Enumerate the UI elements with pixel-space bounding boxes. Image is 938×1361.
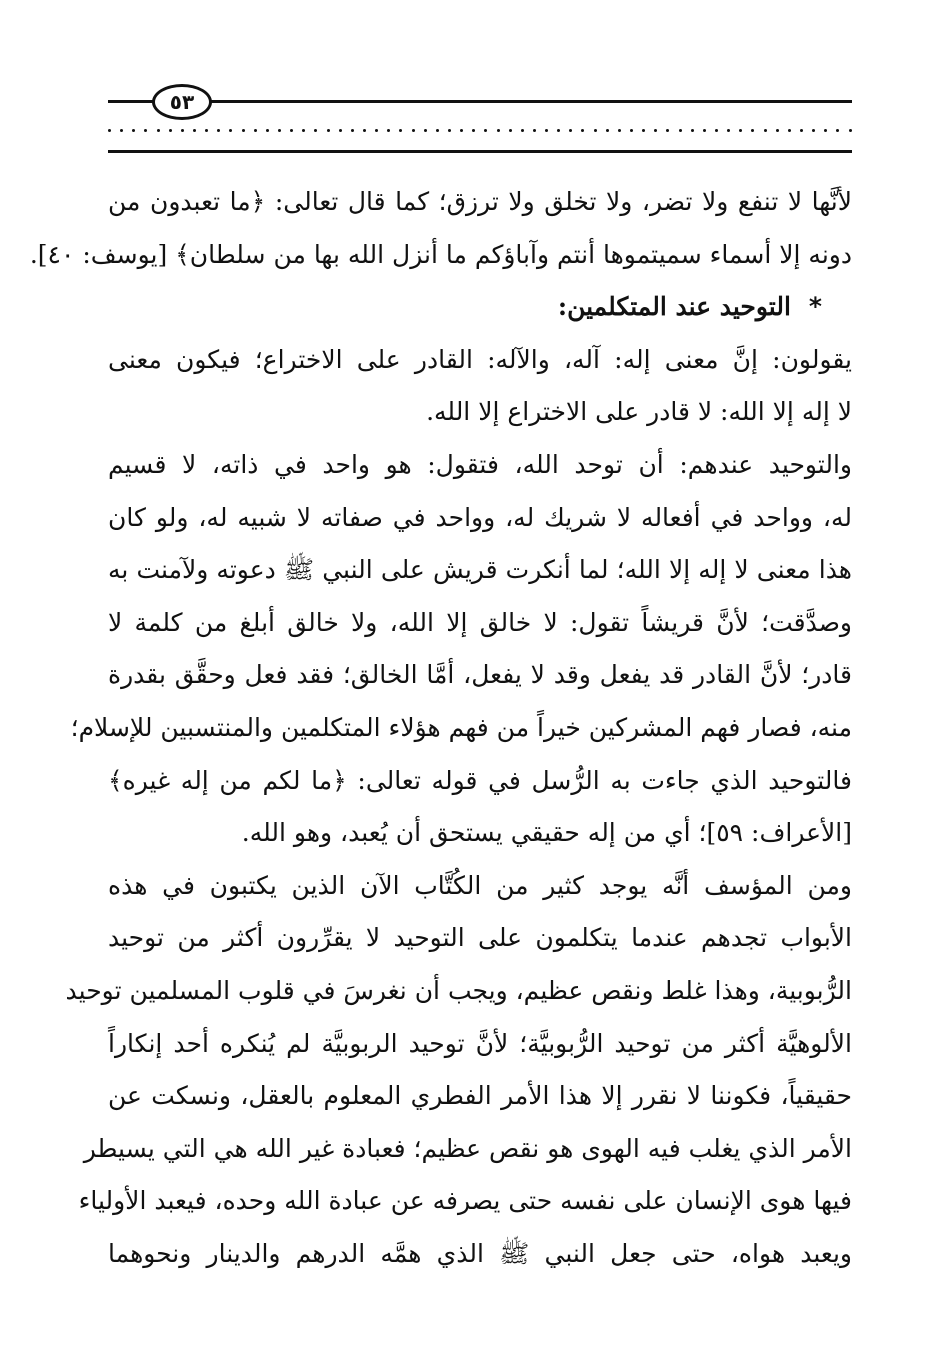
header-dot: [666, 129, 669, 132]
text-line: له، وواحد في أفعاله لا شريك له، وواحد في صفاته لا شبيه له، ولو كان: [108, 502, 852, 532]
header-dot: [703, 129, 706, 132]
asterisk-marker: *: [808, 292, 822, 322]
header-dot: [800, 129, 803, 132]
header-dot: [557, 129, 560, 132]
header-dot: [266, 129, 269, 132]
header-dot: [278, 129, 281, 132]
text-line: ويعبد هواه، حتى جعل النبي ﷺ الذي همَّه الدرهم والدينار ونحوهما: [108, 1238, 852, 1268]
body-text: [29, 176, 852, 1280]
header-dot: [739, 129, 742, 132]
header-dot: [375, 129, 378, 132]
header-dot: [424, 129, 427, 132]
header-dot: [448, 129, 451, 132]
header-dot: [351, 129, 354, 132]
text-line: لا إله إلا الله: لا قادر على الاختراع إلا الله.: [426, 397, 852, 427]
header-dot: [618, 129, 621, 132]
header-dot: [679, 129, 682, 132]
header-dot: [788, 129, 791, 132]
text-line: دونه إلا أسماء سميتموها أنتم وآباؤكم ما أنزل الله بها من سلطان﴾ [يوسف: ٤٠].: [29, 239, 852, 269]
header-dot: [193, 129, 196, 132]
text-line: وصدَّقت؛ لأنَّ قريشاً تقول: لا خالق إلا الله، ولا خالق أبلغ من كلمة لا: [108, 607, 852, 637]
header-dot: [339, 129, 342, 132]
header-dot: [630, 129, 633, 132]
header-dot: [594, 129, 597, 132]
text-line: ومن المؤسف أنَّه يوجد كثير من الكُتَّاب الآن الذين يكتبون في هذه: [108, 870, 852, 900]
header-dot: [314, 129, 317, 132]
header-rule-top: [108, 100, 852, 103]
header-dot: [108, 129, 111, 132]
text-line: والتوحيد عندهم: أن توحد الله، فتقول: هو واحد في ذاته، لا قسيم: [108, 449, 852, 479]
header-dot: [302, 129, 305, 132]
header-dot: [521, 129, 524, 132]
header-dot: [533, 129, 536, 132]
header-dot: [363, 129, 366, 132]
page-number-badge: [152, 84, 212, 120]
header-dot: [642, 129, 645, 132]
section-heading-text: التوحيد عند المتكلمين:: [557, 292, 791, 322]
page-number: ٥٣: [169, 90, 195, 114]
header-dot: [545, 129, 548, 132]
text-line: فيها هوى الإنسان على نفسه حتى يصرفه عن عبادة الله وحده، فيعبد الأولياء: [78, 1186, 852, 1216]
header-dot: [254, 129, 257, 132]
text-line: منه، فصار فهم المشركين خيراً من فهم هؤلاء المتكلمين والمنتسبين للإسلام؛: [70, 712, 852, 742]
header-dot: [581, 129, 584, 132]
header-dot: [569, 129, 572, 132]
header-dot: [132, 129, 135, 132]
header-dot: [290, 129, 293, 132]
header-rule-bottom: [108, 150, 852, 153]
header-dot: [229, 129, 232, 132]
header-dot: [120, 129, 123, 132]
header-dot: [387, 129, 390, 132]
text-line: الأبواب تجدهم عندما يتكلمون على التوحيد لا يقرِّرون أكثر من توحيد: [108, 923, 852, 953]
header-dot: [399, 129, 402, 132]
header-dot: [436, 129, 439, 132]
header-dot: [654, 129, 657, 132]
header-dot: [217, 129, 220, 132]
text-line: حقيقياً، فكوننا لا نقرر إلا هذا الأمر الفطري المعلوم بالعقل، ونسكت عن: [108, 1081, 852, 1111]
text-line: الألوهيَّة أكثر من توحيد الرُّبوبيَّة؛ لأنَّ توحيد الربوبيَّة لم يُنكره أحد إنكاراً: [108, 1028, 852, 1058]
header-dot: [327, 129, 330, 132]
header-dot: [509, 129, 512, 132]
header-dot: [412, 129, 415, 132]
header-dot: [484, 129, 487, 132]
header-dotted-rule: [108, 122, 852, 138]
header-dot: [606, 129, 609, 132]
header-dot: [181, 129, 184, 132]
header-dot: [205, 129, 208, 132]
text-line: هذا معنى لا إله إلا الله؛ لما أنكرت قريش على النبي ﷺ دعوته ولآمنت به: [108, 555, 852, 585]
text-line: يقولون: إنَّ معنى إله: آله، والآله: القادر على الاختراع؛ فيكون معنى: [108, 344, 852, 374]
header-dot: [836, 129, 839, 132]
header-dot: [751, 129, 754, 132]
header-dot: [727, 129, 730, 132]
section-heading: [108, 281, 852, 334]
text-line: فالتوحيد الذي جاءت به الرُّسل في قوله تعالى: ﴿ما لكم من إله غيره﴾: [108, 765, 852, 795]
header-dot: [460, 129, 463, 132]
header-dot: [824, 129, 827, 132]
text-line: قادر؛ لأنَّ القادر قد يفعل وقد لا يفعل، أمَّا الخالق؛ فقد فعل وحقَّق بقدرة: [108, 660, 852, 690]
text-line: [الأعراف: ٥٩]؛ أي من إله حقيقي يستحق أن يُعبد، وهو الله.: [241, 818, 852, 848]
text-line: لأنَّها لا تنفع ولا تضر، ولا تخلق ولا ترزق؛ كما قال تعالى: ﴿ما تعبدون من: [108, 187, 852, 216]
header-dot: [157, 129, 160, 132]
header-dot: [169, 129, 172, 132]
header-dot: [764, 129, 767, 132]
text-line: الأمر الذي يغلب فيه الهوى هو نقص عظيم؛ فعبادة غير الله هي التي يسيطر: [83, 1133, 852, 1163]
header-dot: [497, 129, 500, 132]
text-line: الرُّبوبية، وهذا غلط ونقص عظيم، ويجب أن نغرسَ في قلوب المسلمين توحيد: [65, 975, 852, 1005]
header-dot: [849, 129, 852, 132]
header-dot: [812, 129, 815, 132]
header-dot: [242, 129, 245, 132]
header-dot: [472, 129, 475, 132]
header-dot: [691, 129, 694, 132]
header-dot: [715, 129, 718, 132]
header-dot: [776, 129, 779, 132]
header-dot: [144, 129, 147, 132]
